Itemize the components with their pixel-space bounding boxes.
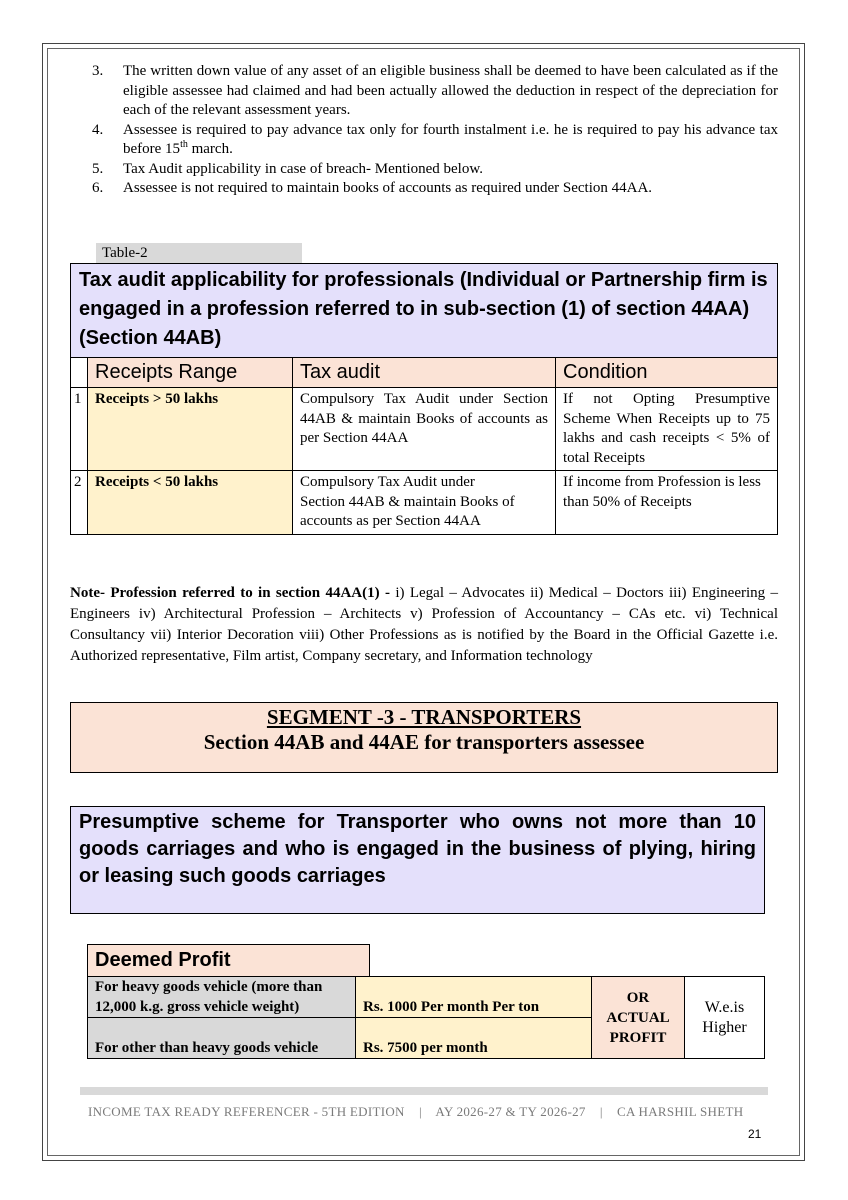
deemed-profit-table xyxy=(87,976,765,1059)
deemed-profit-title: Deemed Profit xyxy=(87,944,370,977)
superscript: th xyxy=(180,139,188,150)
segment-title: SEGMENT -3 - TRANSPORTERS xyxy=(266,705,582,729)
list-item xyxy=(92,179,778,199)
list-item-number: 4. xyxy=(92,121,104,138)
page-number: 21 xyxy=(748,1127,762,1141)
column-header: Condition xyxy=(556,358,778,388)
or-actual-profit-cell: OR ACTUAL PROFIT xyxy=(592,977,685,1059)
condition-cell: If not Opting Presumptive Scheme When Receipts up to 75 lakhs and cash receipts < 5% of total Receipts xyxy=(556,388,778,471)
list-item xyxy=(92,62,778,121)
rate-cell: Rs. 1000 Per month Per ton xyxy=(356,977,592,1018)
list-item xyxy=(92,121,778,160)
note-text: i) Legal – Advocates ii) Medical – Doctors iii) Engineering – Engineers iv) Architectural Profession – Architects v) Profession of Accountancy – CAs etc. vi) Technical Consultancy vii) Interior Decoration viii) Other Professions as is notified by the Board in the Official Gazette i.e. Authorized representative, Film artist, Company secretary, and Information technology xyxy=(70,585,779,664)
table-header-row xyxy=(71,358,778,388)
list-item-text: Tax Audit applicability in case of breach- Mentioned below. xyxy=(123,160,483,177)
vehicle-type-cell: For other than heavy goods vehicle xyxy=(88,1018,356,1059)
table-row xyxy=(71,471,778,535)
footer-divider xyxy=(80,1087,768,1095)
table-heading: Tax audit applicability for professionals (Individual or Partnership firm is engaged in a profession referred to in sub-section (1) of section 44AA) (Section 44AB) xyxy=(71,264,778,358)
vehicle-type-cell: For heavy goods vehicle (more than 12,000 k.g. gross vehicle weight) xyxy=(88,977,356,1018)
receipts-range-cell: Receipts < 50 lakhs xyxy=(88,471,293,535)
table-row xyxy=(88,977,765,1018)
presumptive-scheme-text: Presumptive scheme for Transporter who owns not more than 10 goods carriages and who is engaged in the business of plying, hiring or leasing such goods carriages xyxy=(79,811,756,887)
list-item xyxy=(92,160,778,180)
conditions-list xyxy=(92,62,778,199)
receipts-range-cell: Receipts > 50 lakhs xyxy=(88,388,293,471)
presumptive-scheme-box xyxy=(70,806,765,914)
list-item-text-end: march. xyxy=(187,141,233,157)
tax-audit-table xyxy=(70,263,778,535)
table-row xyxy=(71,388,778,471)
list-item-number: 5. xyxy=(92,160,104,177)
rate-cell: Rs. 7500 per month xyxy=(356,1018,592,1059)
profession-note xyxy=(70,583,778,667)
row-number: 2 xyxy=(71,471,88,535)
footer-text: INCOME TAX READY REFERENCER - 5TH EDITION | AY 2026-27 & TY 2026-27 | CA HARSHIL SHETH xyxy=(88,1104,744,1119)
table-label: Table-2 xyxy=(96,243,302,264)
row-number: 1 xyxy=(71,388,88,471)
list-item-number: 3. xyxy=(92,63,104,79)
blank-header-cell xyxy=(71,358,88,388)
column-header: Tax audit xyxy=(293,358,556,388)
column-header: Receipts Range xyxy=(88,358,293,388)
whichever-higher-cell: W.e.is Higher xyxy=(685,977,765,1059)
segment-subtitle: Section 44AB and 44AE for transporters assessee xyxy=(203,730,645,754)
tax-audit-cell: Compulsory Tax Audit under Section 44AB & maintain Books of accounts as per Section 44AA xyxy=(293,471,556,535)
list-item-text: Assessee is required to pay advance tax only for fourth instalment i.e. he is required to pay his advance tax before 15 xyxy=(123,121,778,157)
list-item-text: The written down value of any asset of an eligible business shall be deemed to have been calculated as if the eligible assessee had claimed and had been actually allowed the deduction in respect of the depreciation for each of the relevant assessment years. xyxy=(123,63,778,118)
list-item-text: Assessee is not required to maintain books of accounts as required under Section 44AA. xyxy=(123,180,653,196)
table-heading-row xyxy=(71,264,778,358)
tax-audit-cell: Compulsory Tax Audit under Section 44AB & maintain Books of accounts as per Section 44AA xyxy=(293,388,556,471)
note-label: Note- Profession referred to in section 44AA(1) - xyxy=(70,585,396,601)
condition-cell: If income from Profession is less than 50% of Receipts xyxy=(556,471,778,535)
segment-banner xyxy=(70,702,778,773)
list-item-number: 6. xyxy=(92,180,104,196)
